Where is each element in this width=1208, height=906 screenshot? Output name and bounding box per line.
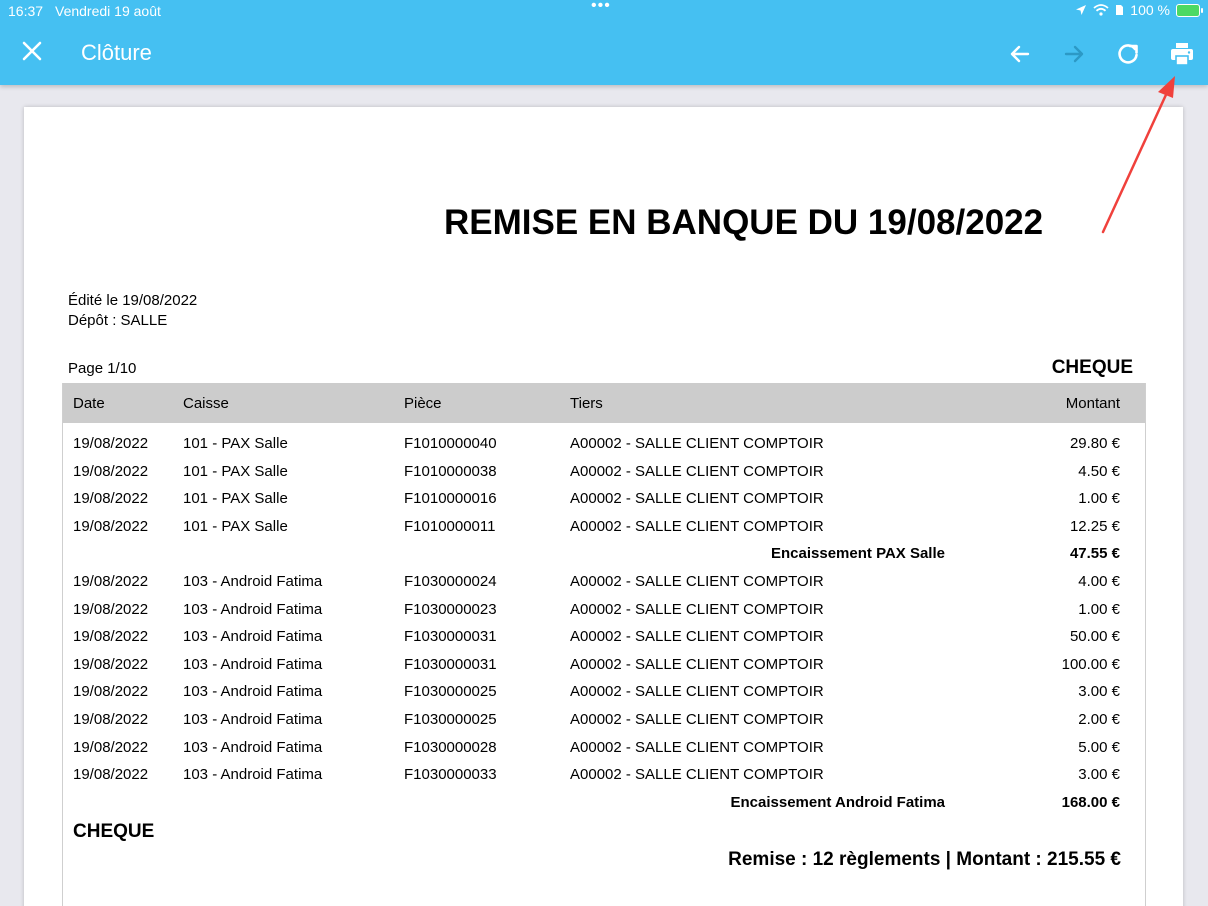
cell-date: 19/08/2022 (73, 710, 149, 728)
cell-montant: 3.00 € (1078, 766, 1120, 784)
table-row (63, 597, 1145, 625)
status-date: Vendredi 19 août (55, 3, 161, 19)
cell-montant: 2.00 € (1078, 710, 1120, 728)
cell-caisse: 103 - Android Fatima (183, 683, 323, 701)
col-caisse: Caisse (183, 395, 229, 412)
location-icon (1075, 4, 1087, 16)
cell-piece: F1030000024 (404, 572, 497, 590)
cell-montant: 29.80 € (1069, 435, 1120, 452)
cell-tiers: A00002 - SALLE CLIENT COMPTOIR (570, 435, 824, 452)
arrow-back-icon[interactable] (1006, 40, 1034, 68)
refresh-icon[interactable] (1114, 40, 1142, 68)
cell-piece: F1030000031 (404, 655, 497, 673)
cell-caisse: 103 - Android Fatima (183, 600, 323, 618)
status-bar (0, 0, 1208, 22)
cell-caisse: 103 - Android Fatima (183, 710, 323, 728)
table-row (63, 735, 1145, 763)
cell-piece: F1010000011 (404, 517, 496, 535)
col-montant: Montant (1065, 395, 1120, 412)
page-number: Page 1/10 (68, 360, 137, 377)
table-row (63, 431, 1145, 459)
table-row (63, 486, 1145, 514)
cell-piece: F1030000025 (404, 710, 497, 728)
subtotal-value: 168.00 € (1061, 793, 1120, 811)
col-date: Date (73, 395, 105, 412)
cell-tiers: A00002 - SALLE CLIENT COMPTOIR (570, 490, 824, 508)
table-row (63, 652, 1145, 680)
cell-tiers: A00002 - SALLE CLIENT COMPTOIR (570, 655, 824, 673)
cell-piece: F1030000025 (404, 683, 497, 701)
cell-tiers: A00002 - SALLE CLIENT COMPTOIR (570, 628, 824, 646)
cell-caisse: 103 - Android Fatima (183, 766, 323, 784)
cell-montant: 1.00 € (1078, 600, 1120, 618)
cell-caisse: 101 - PAX Salle (183, 462, 288, 480)
table-row (63, 459, 1145, 487)
cell-date: 19/08/2022 (73, 435, 149, 452)
wifi-icon (1093, 4, 1109, 16)
cell-caisse: 103 - Android Fatima (183, 628, 323, 646)
table-row (63, 624, 1145, 652)
cell-date: 19/08/2022 (73, 600, 149, 618)
cell-piece: F1030000028 (404, 738, 497, 756)
edited-date: Édité le 19/08/2022 (68, 292, 198, 309)
depot: Dépôt : SALLE (68, 312, 168, 329)
subtotal-label: Encaissement Android Fatima (730, 793, 945, 811)
page-title: Clôture (81, 40, 152, 65)
status-right (1075, 2, 1200, 18)
table-row (63, 514, 1145, 542)
cell-tiers: A00002 - SALLE CLIENT COMPTOIR (570, 572, 824, 590)
cell-date: 19/08/2022 (73, 462, 149, 480)
cell-caisse: 101 - PAX Salle (183, 490, 288, 508)
sim-icon (1115, 4, 1124, 16)
remittance-table (62, 383, 1146, 906)
cell-caisse: 103 - Android Fatima (183, 738, 323, 756)
multitask-dots[interactable]: ••• (591, 0, 611, 14)
cell-tiers: A00002 - SALLE CLIENT COMPTOIR (570, 738, 824, 756)
status-time: 16:37 (8, 3, 44, 19)
cell-date: 19/08/2022 (73, 683, 149, 701)
cell-piece: F1010000038 (404, 462, 497, 480)
cell-date: 19/08/2022 (73, 738, 149, 756)
battery-icon (1176, 4, 1200, 17)
table-row (63, 762, 1145, 790)
cell-piece: F1030000033 (404, 766, 497, 784)
document-page[interactable] (24, 107, 1183, 906)
subtotal-label: Encaissement PAX Salle (771, 545, 945, 563)
cell-date: 19/08/2022 (73, 517, 149, 535)
arrow-forward-icon[interactable] (1060, 40, 1088, 68)
cell-montant: 5.00 € (1078, 738, 1120, 756)
cell-caisse: 103 - Android Fatima (183, 655, 323, 673)
print-icon[interactable] (1168, 40, 1196, 68)
cell-date: 19/08/2022 (73, 490, 149, 508)
cell-piece: F1010000040 (404, 435, 497, 452)
cell-date: 19/08/2022 (73, 572, 149, 590)
cell-tiers: A00002 - SALLE CLIENT COMPTOIR (570, 710, 824, 728)
cell-montant: 1.00 € (1078, 490, 1120, 508)
col-piece: Pièce (404, 395, 442, 412)
payment-type-footer: CHEQUE (73, 821, 155, 842)
cell-tiers: A00002 - SALLE CLIENT COMPTOIR (570, 766, 824, 784)
cell-montant: 4.50 € (1078, 462, 1120, 480)
cell-montant: 12.25 € (1069, 517, 1120, 535)
subtotal-value: 47.55 € (1069, 545, 1120, 563)
close-icon[interactable] (18, 37, 46, 65)
table-header (63, 383, 1145, 423)
subtotal-row (63, 541, 1145, 569)
cell-caisse: 103 - Android Fatima (183, 572, 323, 590)
table-row (63, 569, 1145, 597)
col-tiers: Tiers (570, 395, 603, 412)
payment-type-header: CHEQUE (1051, 357, 1133, 378)
grand-total: Remise : 12 règlements | Montant : 215.55 € (728, 849, 1121, 870)
cell-piece: F1010000016 (404, 490, 497, 508)
cell-montant: 3.00 € (1078, 683, 1120, 701)
cell-tiers: A00002 - SALLE CLIENT COMPTOIR (570, 600, 824, 618)
cell-montant: 100.00 € (1061, 655, 1120, 673)
cell-caisse: 101 - PAX Salle (183, 435, 288, 452)
table-row (63, 707, 1145, 735)
subtotal-row (63, 790, 1145, 818)
cell-date: 19/08/2022 (73, 766, 149, 784)
battery-percent: 100 % (1130, 2, 1170, 18)
table-body (63, 431, 1145, 817)
cell-piece: F1030000031 (404, 628, 497, 646)
cell-tiers: A00002 - SALLE CLIENT COMPTOIR (570, 517, 824, 535)
cell-piece: F1030000023 (404, 600, 497, 618)
document-title: REMISE EN BANQUE DU 19/08/2022 (444, 203, 1044, 242)
table-row (63, 679, 1145, 707)
cell-date: 19/08/2022 (73, 655, 149, 673)
annotation-arrow-icon (1095, 72, 1185, 237)
cell-caisse: 101 - PAX Salle (183, 517, 288, 535)
cell-tiers: A00002 - SALLE CLIENT COMPTOIR (570, 462, 824, 480)
cell-montant: 50.00 € (1069, 628, 1120, 646)
cell-tiers: A00002 - SALLE CLIENT COMPTOIR (570, 683, 824, 701)
cell-montant: 4.00 € (1078, 572, 1120, 590)
cell-date: 19/08/2022 (73, 628, 149, 646)
